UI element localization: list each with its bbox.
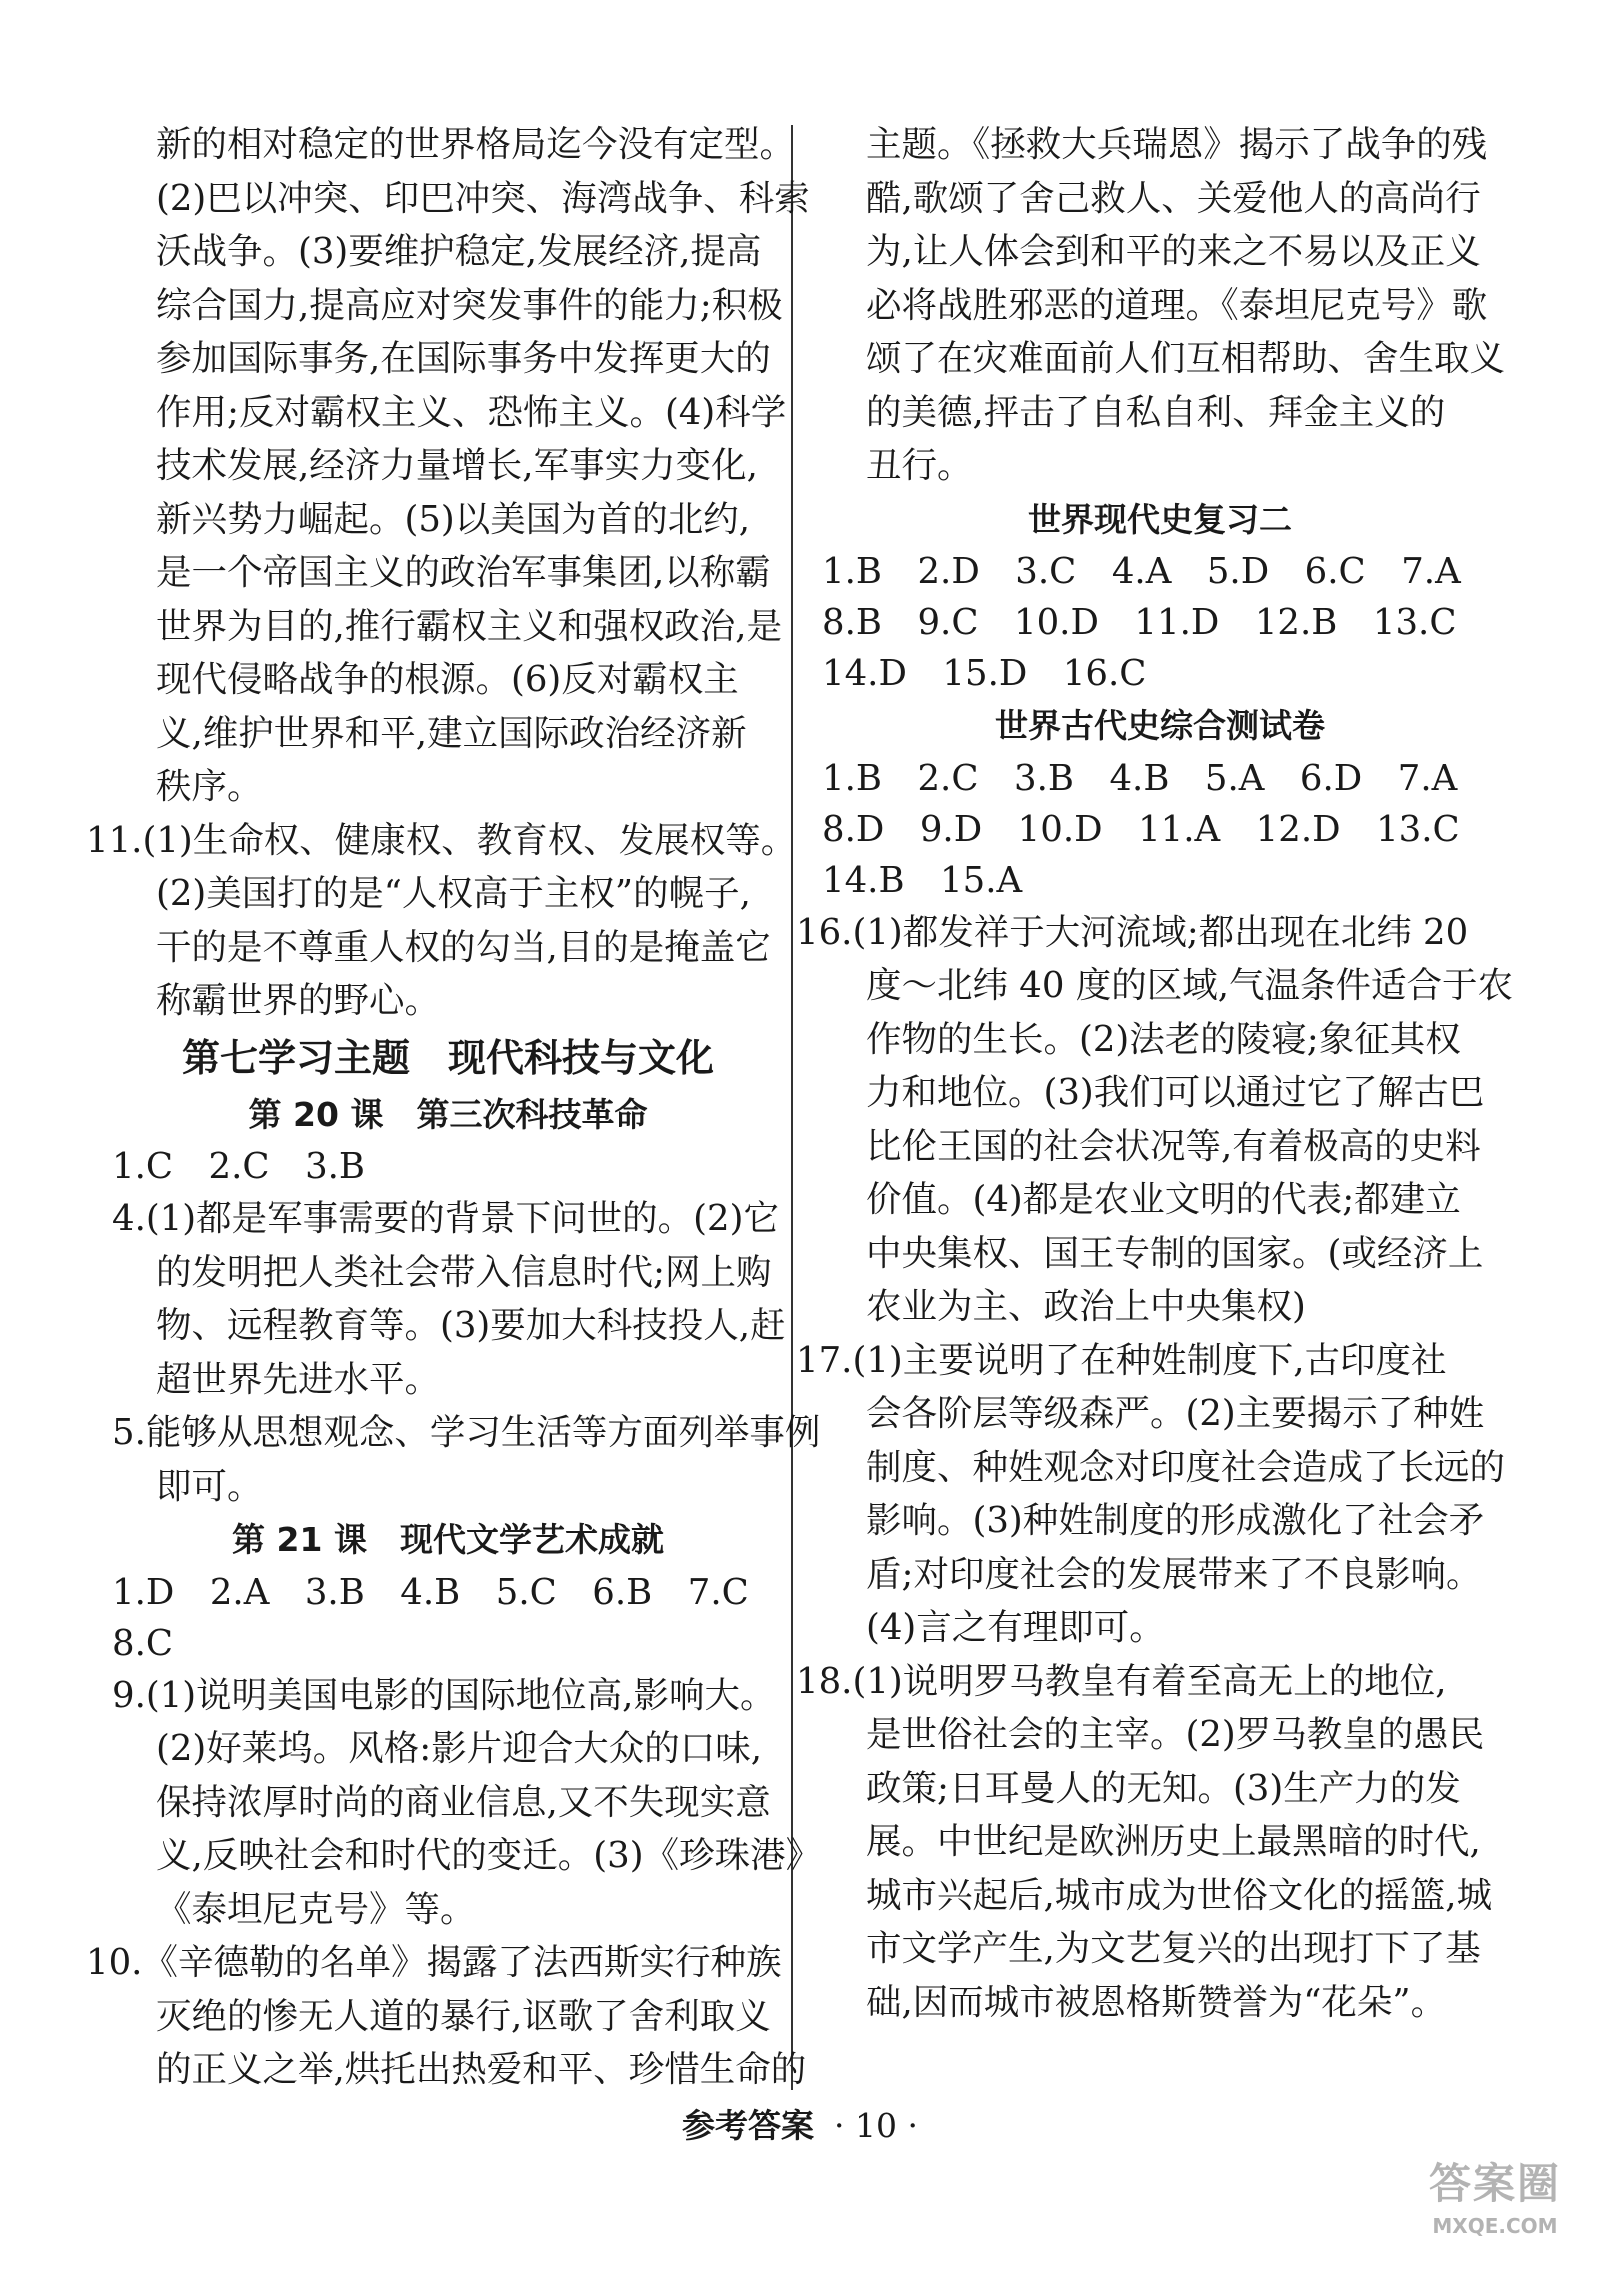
text-line: 力和地位。(3)我们可以通过它了解古巴: [866, 1072, 1485, 1113]
text-line: 展。中世纪是欧洲历史上最黑暗的时代,: [866, 1821, 1481, 1862]
column-divider: [791, 125, 793, 2090]
theme-title: 第七学习主题 现代科技与文化: [181, 1035, 714, 1080]
text-line: 盾;对印度社会的发展带来了不良影响。: [866, 1553, 1482, 1595]
page-footer: [0, 2100, 1600, 2147]
text-line: (2)美国打的是“人权高于主权”的幌子,: [156, 873, 751, 914]
text-line: 度～北纬 40 度的区域,气温条件适合于农: [866, 965, 1514, 1006]
text-line: 参加国际事务,在国际事务中发挥更大的: [156, 338, 771, 379]
text-line: 价值。(4)都是农业文明的代表;都建立: [866, 1179, 1461, 1220]
text-line: (1)都是军事需要的背景下问世的。(2)它: [145, 1198, 779, 1239]
lesson-21-question-9: [112, 1669, 822, 1937]
left-continuation-block: [112, 118, 810, 814]
text-line: 秩序。: [156, 766, 263, 807]
text-line: 新兴势力崛起。(5)以美国为首的北约,: [156, 498, 751, 540]
text-line: 制度、种姓观念对印度社会造成了长远的: [866, 1446, 1506, 1488]
text-line: (1)说明罗马教皇有着至高无上的地位,: [852, 1660, 1447, 1702]
question-number: 16.: [796, 911, 853, 953]
text-line: 综合国力,提高应对突发事件的能力;积极: [156, 284, 783, 326]
text-line: 主题。《拯救大兵瑞恩》揭示了战争的残: [866, 124, 1488, 165]
text-line: 酷,歌颂了舍己救人、关爱他人的高尚行: [866, 177, 1481, 219]
page-number: · 10 ·: [834, 2106, 918, 2145]
watermark-logo-text: 答案圈: [1428, 2159, 1561, 2208]
question-number: 5.: [112, 1412, 146, 1453]
text-line: 会各阶层等级森严。(2)主要揭示了种姓: [866, 1393, 1485, 1434]
text-line: 农业为主、政治上中央集权): [866, 1286, 1306, 1327]
text-line: 作用;反对霸权主义、恐怖主义。(4)科学: [156, 391, 787, 433]
test-answers: 8.D 9.D 10.D 11.A 12.D 13.C: [822, 808, 1460, 850]
text-line: 城市兴起后,城市成为世俗文化的摇篮,城: [866, 1874, 1493, 1916]
question-number: 17.: [796, 1339, 853, 1381]
text-line: 沃战争。(3)要维护稳定,发展经济,提高: [156, 231, 762, 272]
question-number: 10.: [86, 1942, 143, 1983]
text-line: 灭绝的惨无人道的暴行,讴歌了舍利取义: [156, 1995, 771, 2037]
text-line: 政策;日耳曼人的无知。(3)生产力的发: [866, 1767, 1461, 1809]
text-line: 丑行。: [866, 445, 973, 486]
text-line: (1)都发祥于大河流域;都出现在北纬 20: [852, 911, 1469, 953]
test-answers: 14.B 15.A: [822, 859, 1023, 901]
text-line: 技术发展,经济力量增长,军事实力变化,: [156, 445, 758, 486]
question-number: 11.: [86, 819, 143, 861]
footer-label: 参考答案: [682, 2106, 815, 2145]
lesson-20-answers: 1.C 2.C 3.B: [112, 1146, 366, 1187]
text-line: 能够从思想观念、学习生活等方面列举事例: [145, 1412, 821, 1453]
text-line: 市文学产生,为文艺复兴的出现打下了基: [866, 1928, 1481, 1969]
text-line: 物、远程教育等。(3)要加大科技投人,赶: [156, 1305, 786, 1346]
text-line: 新的相对稳定的世界格局迄今没有定型。: [156, 124, 796, 165]
text-line: 为,让人体会到和平的来之不易以及正义: [866, 231, 1481, 272]
text-line: 即可。: [156, 1465, 263, 1507]
text-line: (2)巴以冲突、印巴冲突、海湾战争、科索: [156, 177, 810, 219]
watermark-logo: [1410, 2154, 1580, 2264]
question-11: [86, 814, 797, 1028]
text-line: 是一个帝国主义的政治军事集团,以称霸: [156, 552, 771, 593]
test-answers: 1.B 2.C 3.B 4.B 5.A 6.D 7.A: [822, 757, 1458, 799]
text-line: 保持浓厚时尚的商业信息,又不失现实意: [156, 1781, 771, 1823]
lesson-21-answers: 1.D 2.A 3.B 4.B 5.C 6.B 7.C: [112, 1571, 749, 1613]
text-line: 世界为目的,推行霸权主义和强权政治,是: [156, 605, 783, 647]
text-line: 必将战胜邪恶的道理。《泰坦尼克号》歌: [866, 284, 1488, 326]
lesson-21-answers: 8.C: [112, 1622, 174, 1664]
text-line: (1)说明美国电影的国际地位高,影响大。: [145, 1674, 776, 1716]
question-17: [796, 1334, 1506, 1655]
text-line: (1)生命权、健康权、教育权、发展权等。: [142, 819, 797, 861]
lesson-20-title: 第 20 课 第三次科技革命: [248, 1094, 648, 1134]
text-line: 义,反映社会和时代的变迁。(3)《珍珠港》: [156, 1835, 822, 1876]
question-18: [796, 1655, 1498, 2030]
right-continuation-block: [822, 118, 1506, 493]
text-line: 颂了在灾难面前人们互相帮助、舍生取义: [866, 338, 1506, 379]
watermark-url: MXQE.COM: [1432, 2214, 1558, 2238]
lesson-21-question-10: [86, 1936, 807, 2097]
question-number: 9.: [112, 1674, 146, 1716]
text-line: 的正义之举,烘托出热爱和平、珍惜生命的: [156, 2049, 807, 2090]
text-line: (1)主要说明了在种姓制度下,古印度社: [852, 1339, 1447, 1381]
text-line: 础,因而城市被恩格斯赞誉为“花朵”。: [866, 1981, 1447, 2023]
question-number: 18.: [796, 1660, 853, 1702]
text-line: 的美德,抨击了自私自利、拜金主义的: [866, 391, 1446, 433]
text-line: 干的是不尊重人权的勾当,目的是掩盖它: [156, 926, 771, 968]
text-line: 是世俗社会的主宰。(2)罗马教皇的愚民: [866, 1714, 1485, 1755]
text-line: (4)言之有理即可。: [866, 1607, 1165, 1648]
review-2-answers: 1.B 2.D 3.C 4.A 5.D 6.C 7.A: [822, 551, 1461, 592]
review-2-title: 世界现代史复习二: [1028, 499, 1292, 539]
text-line: 比伦王国的社会状况等,有着极高的史料: [866, 1125, 1481, 1167]
text-line: 称霸世界的野心。: [156, 980, 441, 1021]
text-line: 作物的生长。(2)法老的陵寝;象征其权: [866, 1018, 1461, 1060]
lesson-20-question-4: [112, 1192, 784, 1406]
text-line: 影响。(3)种姓制度的形成激化了社会矛: [866, 1500, 1485, 1541]
review-2-answers: 14.D 15.D 16.C: [822, 653, 1147, 694]
question-number: 4.: [112, 1198, 146, 1239]
question-16: [796, 906, 1514, 1334]
text-line: (2)好莱坞。风格:影片迎合大众的口味,: [156, 1728, 763, 1769]
text-line: 中央集权、国王专制的国家。(或经济上: [866, 1232, 1484, 1274]
lesson-20-question-5: [112, 1406, 821, 1513]
right-column: [796, 118, 1514, 2029]
text-line: 超世界先进水平。: [156, 1358, 441, 1400]
text-line: 《泰坦尼克号》等。: [156, 1888, 476, 1930]
text-line: 的发明把人类社会带入信息时代;网上购: [156, 1251, 772, 1293]
review-2-answers: 8.B 9.C 10.D 11.D 12.B 13.C: [822, 602, 1457, 643]
lesson-21-title: 第 21 课 现代文学艺术成就: [232, 1520, 664, 1559]
text-line: 现代侵略战争的根源。(6)反对霸权主: [156, 659, 739, 700]
test-title: 世界古代史综合测试卷: [995, 706, 1325, 745]
left-column: [86, 118, 822, 2097]
text-line: 《辛德勒的名单》揭露了法西斯实行种族: [142, 1942, 782, 1983]
text-line: 义,维护世界和平,建立国际政治经济新: [156, 712, 747, 754]
